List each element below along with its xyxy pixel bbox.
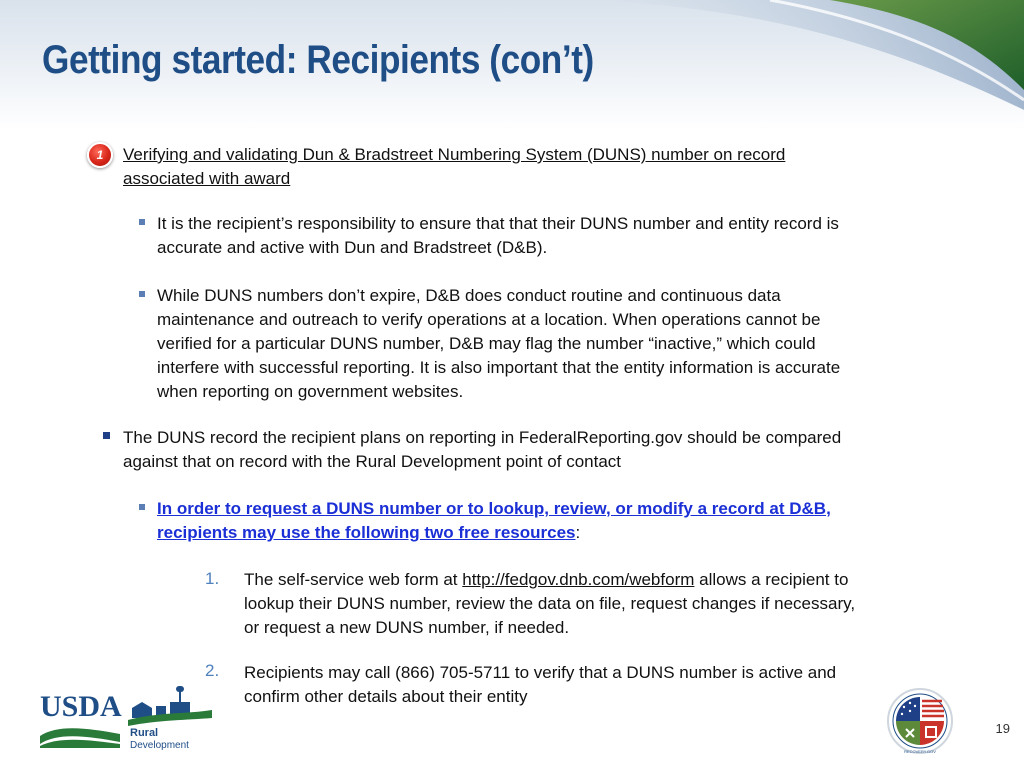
seal-text: RECOVERY.GOV [904, 749, 936, 754]
sub-bullet-2-line5: when reporting on government websites. [157, 382, 464, 401]
resources-link-text-2[interactable]: recipients may use the following two free resources [157, 523, 576, 542]
square-bullet-icon [139, 291, 145, 297]
recovery-seal-icon [886, 687, 954, 755]
item-number-badge: 1 [87, 142, 113, 168]
sub-bullet-2-line2: maintenance and outreach to verify operations at a location. When operations cannot be [157, 310, 821, 329]
usda-logo [38, 688, 122, 750]
rural-development-logo [128, 682, 212, 750]
item1-heading-line2: associated with award [123, 169, 291, 188]
item1-heading-line1: Verifying and validating Dun & Bradstreet Numbering System (DUNS) number on record [123, 145, 786, 164]
square-bullet-icon [139, 504, 145, 510]
resources-link-line1[interactable] [157, 497, 831, 521]
resource-2-line2: confirm other details about their entity [244, 687, 528, 706]
resource-1-line3: or request a new DUNS number, if needed. [244, 618, 570, 637]
bullet-2-line2: against that on record with the Rural Development point of contact [123, 452, 622, 471]
webform-link[interactable]: http://fedgov.dnb.com/webform [462, 570, 695, 589]
resources-link-line2[interactable] [157, 521, 580, 545]
resource-1-pre: The self-service web form at [244, 570, 463, 589]
sub-bullet-2-line4: interfere with successful reporting. It is also important that the entity information is accurate [157, 358, 841, 377]
resource-2-number: 2. [205, 661, 220, 680]
sub-bullet-2-line3: verified for a particular DUNS number, D&B may flag the number “inactive,” which could [157, 334, 816, 353]
sub-bullet-1-line2: accurate and active with Dun and Bradstreet (D&B). [157, 238, 548, 257]
sub-bullet-2-line1: While DUNS numbers don’t expire, D&B does conduct routine and continuous data [157, 286, 781, 305]
resource-1-post: allows a recipient to [694, 570, 849, 589]
development-text: Development [130, 740, 189, 750]
square-bullet-icon [103, 432, 110, 439]
sub-bullet-1-line1: It is the recipient’s responsibility to ensure that that their DUNS number and entity record is [157, 214, 839, 233]
usda-logo-text: USDA [40, 690, 122, 723]
resource-2-line1: Recipients may call (866) 705-5711 to verify that a DUNS number is active and [244, 663, 837, 682]
resource-1-number: 1. [205, 569, 220, 588]
bullet-2-line1: The DUNS record the recipient plans on reporting in FederalReporting.gov should be compared [123, 428, 842, 447]
resources-colon: : [575, 523, 581, 542]
resource-1-line1 [244, 568, 848, 592]
square-bullet-icon [139, 219, 145, 225]
slide-title: Getting started: Recipients (con’t) [42, 38, 594, 82]
resource-1-line2: lookup their DUNS number, review the data on file, request changes if necessary, [244, 594, 856, 613]
resources-link-text-1[interactable]: In order to request a DUNS number or to lookup, review, or modify a record at D&B, [157, 499, 831, 518]
rural-text: Rural [130, 727, 159, 739]
page-number: 19 [995, 721, 1010, 736]
